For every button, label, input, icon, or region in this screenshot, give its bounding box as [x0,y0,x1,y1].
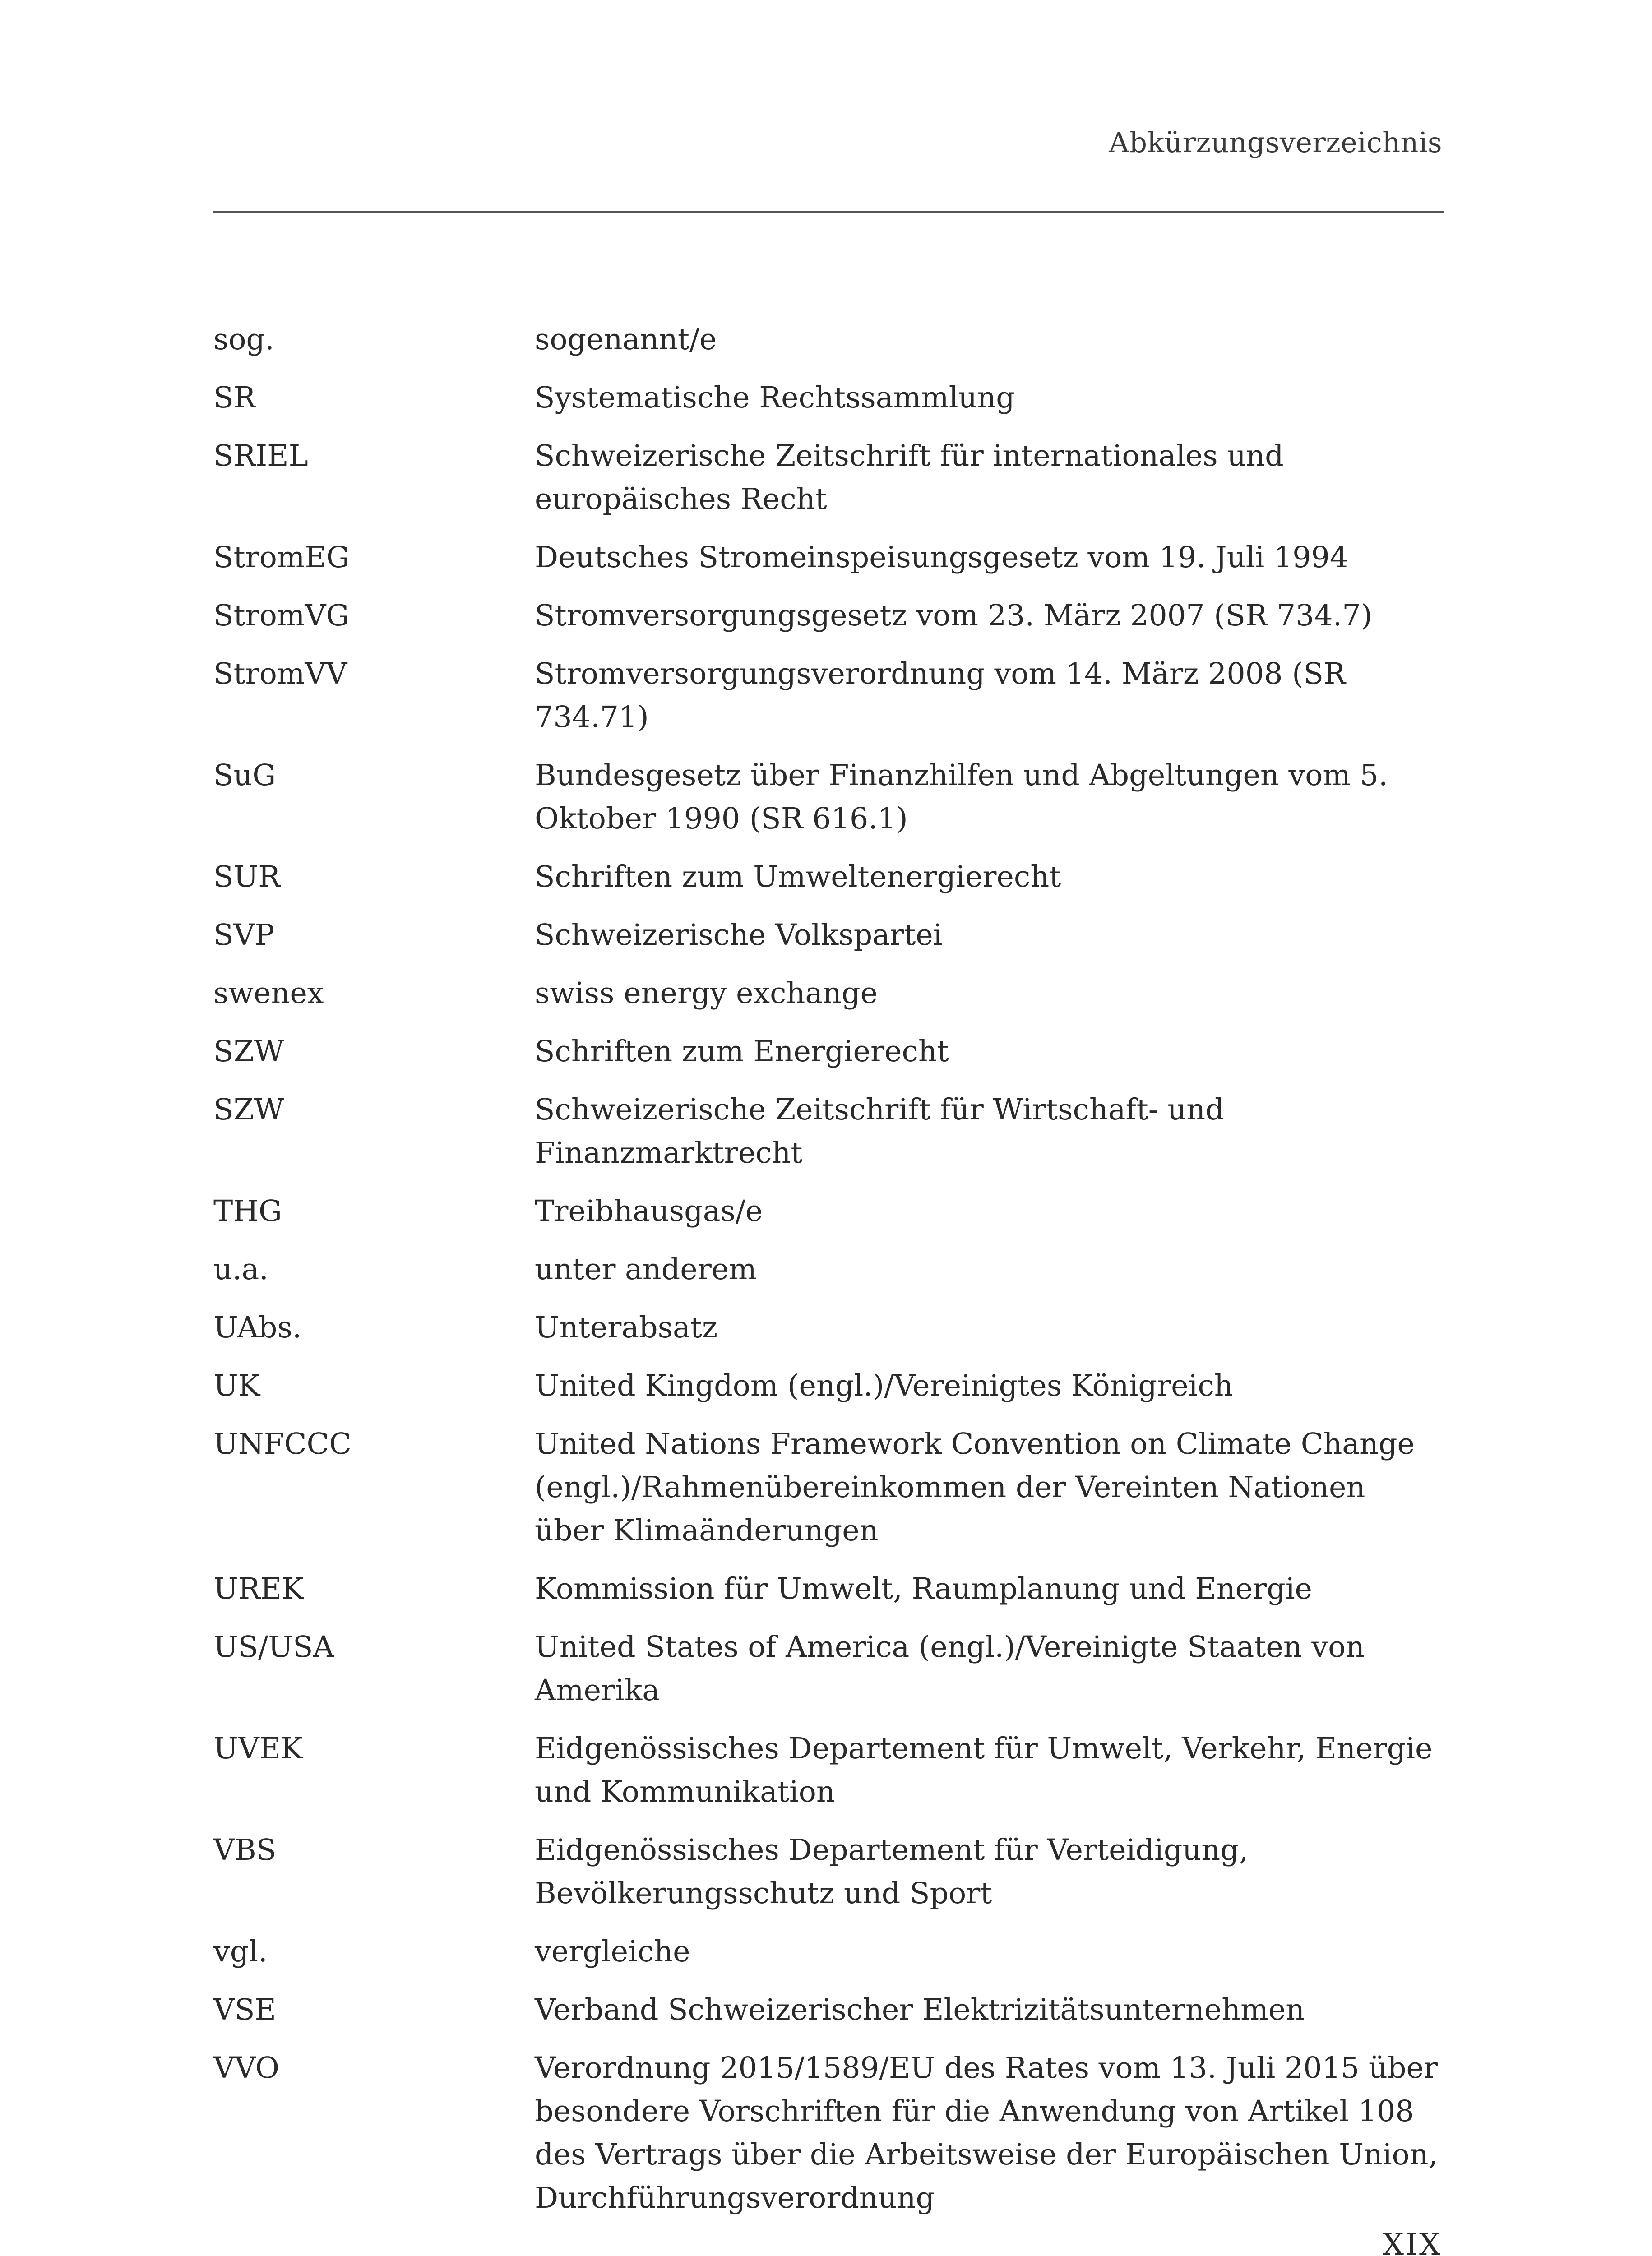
abbreviation-term: SZW [213,1093,284,1127]
abbreviation-term: UNFCCC [213,1427,352,1461]
abbreviation-definition: Unterabsatz [535,1311,718,1345]
abbreviation-definition: Kommission für Umwelt, Raumplanung und Energie [535,1572,1312,1606]
abbreviation-term: vgl. [213,1935,268,1969]
abbreviation-entry [213,1829,1444,1915]
abbreviation-entry [213,435,1444,521]
abbreviation-term: SVP [213,918,275,952]
abbreviation-definition: Systematische Rechtssammlung [535,381,1015,415]
abbreviation-definition: Schweizerische Zeitschrift für internationales und europäisches Recht [535,439,1284,516]
abbreviation-entry [213,376,1444,420]
abbreviation-term: SZW [213,1035,284,1068]
abbreviation-term: UREK [213,1572,304,1606]
abbreviation-term: StromVG [213,599,350,633]
abbreviation-entry [213,914,1444,957]
abbreviation-definition: Treibhausgas/e [535,1194,763,1228]
abbreviation-entry [213,1930,1444,1974]
abbreviation-definition: sogenannt/e [535,323,717,356]
abbreviation-entry [213,972,1444,1015]
abbreviation-entry [213,1727,1444,1814]
abbreviation-definition: Eidgenössisches Departement für Verteidigung, Bevölkerungsschutz und Sport [535,1833,1249,1910]
abbreviation-definition: Bundesgesetz über Finanzhilfen und Abgeltungen vom 5. Oktober 1990 (SR 616.1) [535,758,1388,836]
abbreviation-list [213,318,1444,2235]
abbreviation-term: THG [213,1194,282,1228]
abbreviation-entry [213,1030,1444,1073]
abbreviation-definition: Schriften zum Energierecht [535,1035,949,1068]
abbreviation-entry [213,1190,1444,1233]
abbreviation-definition: Verordnung 2015/1589/EU des Rates vom 13. Juli 2015 über besondere Vorschriften für die Anwendung von Artikel 108 des Vertrags über die Arbeitsweise der Europäischen Union, Durchführungsverordnung [535,2051,1438,2215]
abbreviation-definition: Verband Schweizerischer Elektrizitätsunternehmen [535,1993,1305,2027]
abbreviation-entry [213,1088,1444,1175]
abbreviation-term: SUR [213,860,281,894]
page-number: XIX [1382,2227,1442,2256]
abbreviation-definition: swiss energy exchange [535,976,878,1010]
abbreviation-term: u.a. [213,1253,268,1286]
abbreviation-definition: Eidgenössisches Departement für Umwelt, Verkehr, Energie und Kommunikation [535,1732,1433,1809]
abbreviation-definition: Deutsches Stromeinspeisungsgesetz vom 19. Juli 1994 [535,541,1349,574]
abbreviation-term: UAbs. [213,1311,302,1345]
abbreviation-definition: Schweizerische Volkspartei [535,918,943,952]
abbreviation-definition: Stromversorgungsverordnung vom 14. März 2008 (SR 734.71) [535,657,1346,734]
abbreviation-definition: Stromversorgungsgesetz vom 23. März 2007 (SR 734.7) [535,599,1373,633]
abbreviation-term: UK [213,1369,260,1403]
abbreviation-term: VVO [213,2051,280,2085]
abbreviation-term: VBS [213,1833,277,1867]
abbreviation-term: StromEG [213,541,350,574]
abbreviation-definition: United States of America (engl.)/Vereinigte Staaten von Amerika [535,1630,1365,1707]
abbreviation-entry [213,1567,1444,1611]
abbreviation-definition: Schweizerische Zeitschrift für Wirtschaft- und Finanzmarktrecht [535,1093,1224,1170]
abbreviation-definition: vergleiche [535,1935,690,1969]
abbreviation-entry [213,652,1444,739]
abbreviation-definition: Schriften zum Umweltenergierecht [535,860,1061,894]
abbreviation-entry [213,1423,1444,1553]
abbreviation-entry [213,855,1444,899]
abbreviation-term: SR [213,381,256,415]
abbreviation-term: US/USA [213,1630,334,1664]
abbreviation-term: SRIEL [213,439,308,473]
abbreviation-term: StromVV [213,657,347,691]
abbreviation-definition: United Nations Framework Convention on Climate Change (engl.)/Rahmenübereinkommen der Vereinten Nationen über Klimaänderungen [535,1427,1415,1548]
abbreviation-entry [213,1626,1444,1712]
abbreviation-entry [213,1306,1444,1350]
abbreviation-entry [213,536,1444,579]
abbreviation-term: SuG [213,758,276,792]
abbreviation-term: swenex [213,976,324,1010]
header-divider [213,211,1444,213]
abbreviation-term: VSE [213,1993,276,2027]
abbreviation-entry [213,2047,1444,2220]
abbreviation-term: UVEK [213,1732,303,1766]
abbreviation-entry [213,1364,1444,1408]
abbreviation-entry [213,594,1444,638]
running-header-title: Abkürzungsverzeichnis [1109,126,1442,159]
abbreviation-entry [213,1988,1444,2032]
abbreviation-entry [213,1248,1444,1291]
abbreviation-entry [213,754,1444,841]
abbreviation-entry [213,318,1444,361]
abbreviation-definition: unter anderem [535,1253,757,1286]
abbreviation-definition: United Kingdom (engl.)/Vereinigtes Königreich [535,1369,1233,1403]
abbreviation-term: sog. [213,323,274,356]
